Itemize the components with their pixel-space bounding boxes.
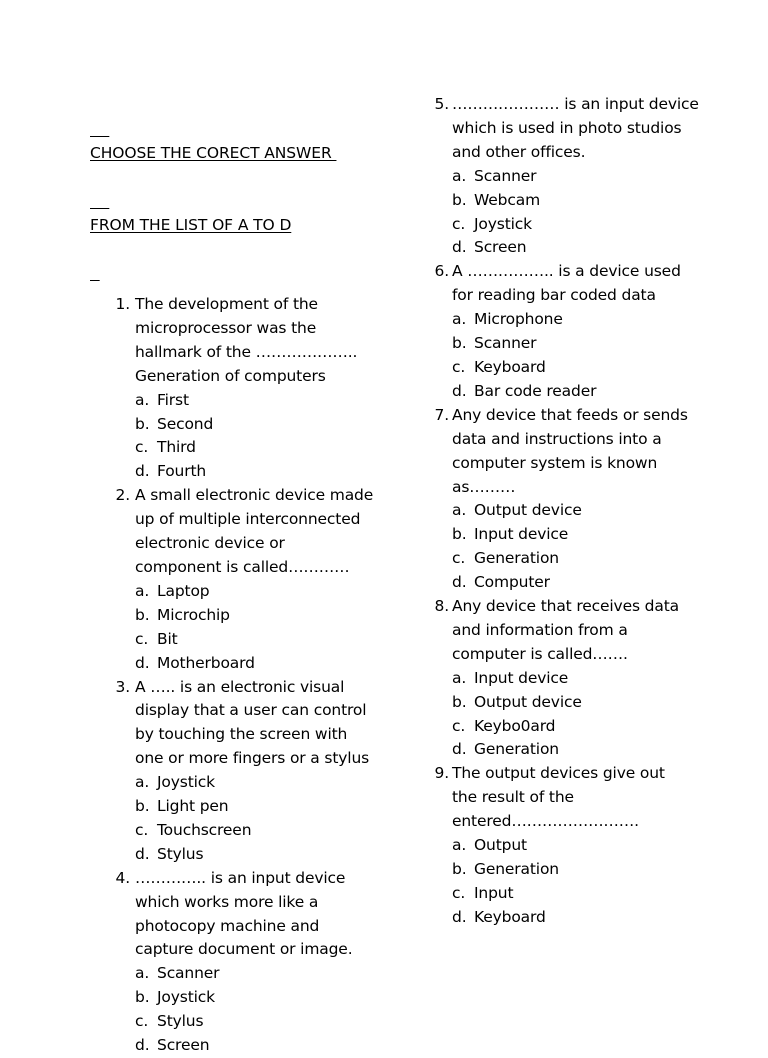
worksheet-heading	[90, 93, 390, 285]
answer-option	[135, 389, 390, 413]
option-letter: c.	[452, 214, 466, 233]
question-text-line: computer system is known	[452, 453, 658, 472]
option-letter: b.	[135, 988, 150, 1007]
option-text: Screen	[474, 238, 527, 257]
option-text: Scanner	[157, 964, 220, 983]
question-text-line: which works more like a	[135, 892, 319, 911]
question-text-line: photocopy machine and	[135, 916, 320, 935]
question-text-line: Generation of computers	[135, 366, 326, 385]
option-text: Keybo0ard	[474, 716, 556, 735]
option-text: Generation	[474, 549, 559, 568]
left-column	[90, 93, 390, 1058]
answer-option	[452, 189, 748, 213]
option-letter: c.	[135, 820, 149, 839]
option-text: Webcam	[474, 190, 541, 209]
option-text: Laptop	[157, 581, 210, 600]
option-text: Second	[157, 414, 214, 433]
option-letter: a.	[452, 310, 467, 329]
answer-option	[135, 652, 390, 676]
option-text: Scanner	[474, 334, 537, 353]
option-letter: a.	[452, 836, 467, 855]
answer-option	[452, 667, 748, 691]
option-text: Joystick	[157, 773, 215, 792]
question-item	[90, 867, 390, 1058]
option-letter: b.	[452, 334, 467, 353]
question-text-line: for reading bar coded data	[452, 286, 656, 305]
option-text: Touchscreen	[157, 820, 252, 839]
question-text-line: Any device that feeds or sends	[452, 405, 688, 424]
right-question-list	[428, 93, 748, 930]
heading-line: FROM THE LIST OF A TO D	[90, 216, 292, 234]
question-number: 2.	[115, 486, 130, 505]
question-number: 6.	[434, 262, 449, 281]
question-text-line: component is called…………	[135, 557, 350, 576]
question-item	[90, 484, 390, 675]
right-column	[428, 93, 748, 930]
answer-option	[452, 834, 748, 858]
answer-option	[135, 604, 390, 628]
answer-option	[452, 380, 748, 404]
option-text: Keyboard	[474, 357, 546, 376]
option-text: Input	[474, 883, 514, 902]
option-letter: d.	[135, 1036, 150, 1055]
question-text-line: The development of the	[135, 295, 318, 313]
question-item	[90, 293, 390, 484]
option-text: Bar code reader	[474, 381, 597, 400]
answer-option	[452, 236, 748, 260]
question-number: 7.	[434, 405, 449, 424]
answer-option	[452, 523, 748, 547]
option-letter: d.	[452, 907, 467, 926]
option-letter: a.	[135, 581, 150, 600]
question-text-line: data and instructions into a	[452, 429, 662, 448]
question-number: 9.	[434, 764, 449, 783]
answer-option	[135, 1034, 390, 1058]
answer-option	[452, 882, 748, 906]
question-text-line: which is used in photo studios	[452, 118, 682, 137]
option-text: Joystick	[157, 988, 215, 1007]
option-text: Output device	[474, 692, 582, 711]
option-letter: d.	[452, 238, 467, 257]
option-letter: b.	[135, 414, 150, 433]
question-number: 1.	[115, 295, 130, 313]
question-number: 3.	[115, 677, 130, 696]
question-text-line: computer is called…….	[452, 644, 628, 663]
question-text-line: A small electronic device made	[135, 486, 374, 505]
option-text: Fourth	[157, 462, 207, 481]
heading-line: CHOOSE THE CORECT ANSWER	[90, 144, 337, 162]
answer-option	[135, 413, 390, 437]
option-text: Bit	[157, 629, 178, 648]
question-item	[428, 404, 748, 595]
option-text: Computer	[474, 573, 550, 592]
question-item	[428, 595, 748, 762]
question-text-line: by touching the screen with	[135, 725, 348, 744]
option-text: Motherboard	[157, 653, 255, 672]
question-text-line: as………	[452, 477, 516, 496]
option-text: Output	[474, 836, 527, 855]
left-question-list	[90, 293, 390, 1058]
option-letter: b.	[452, 860, 467, 878]
option-letter: a.	[452, 166, 467, 185]
option-letter: c.	[452, 883, 466, 902]
answer-option	[452, 213, 748, 237]
question-text-line: one or more fingers or a stylus	[135, 749, 370, 768]
question-text-line: entered…………………….	[452, 812, 639, 831]
question-item	[428, 260, 748, 403]
answer-option	[135, 460, 390, 484]
option-letter: a.	[452, 668, 467, 687]
question-item	[90, 676, 390, 867]
question-text-line: the result of the	[452, 788, 574, 807]
answer-option	[452, 858, 748, 882]
answer-option	[135, 436, 390, 460]
answer-option	[135, 771, 390, 795]
option-letter: d.	[135, 844, 150, 863]
answer-option	[452, 332, 748, 356]
answer-option	[452, 715, 748, 739]
option-text: Output device	[474, 501, 582, 520]
option-letter: c.	[135, 438, 149, 457]
answer-option	[135, 795, 390, 819]
question-item	[428, 762, 748, 929]
answer-option	[135, 843, 390, 867]
question-text-line: and other offices.	[452, 142, 586, 161]
question-text-line: A …………….. is a device used	[452, 262, 681, 281]
option-letter: d.	[135, 653, 150, 672]
option-text: Third	[157, 438, 196, 457]
question-text-line: hallmark of the ………………..	[135, 342, 358, 361]
question-text-line: The output devices give out	[452, 764, 665, 783]
option-letter: d.	[135, 462, 150, 481]
answer-option	[452, 738, 748, 762]
option-letter: a.	[135, 390, 150, 409]
answer-option	[452, 499, 748, 523]
option-text: Microchip	[157, 605, 230, 624]
question-text-line: display that a user can control	[135, 701, 367, 720]
option-letter: b.	[452, 525, 467, 544]
answer-option	[135, 962, 390, 986]
option-text: Stylus	[157, 1012, 204, 1031]
option-text: Screen	[157, 1036, 210, 1055]
question-number: 8.	[434, 597, 449, 616]
question-text-line: microprocessor was the	[135, 318, 317, 337]
option-text: Joystick	[474, 214, 532, 233]
option-letter: c.	[452, 716, 466, 735]
option-letter: a.	[135, 773, 150, 792]
option-text: Microphone	[474, 310, 563, 329]
answer-option	[452, 165, 748, 189]
option-letter: b.	[452, 692, 467, 711]
answer-option	[135, 819, 390, 843]
answer-option	[135, 1010, 390, 1034]
option-text: Keyboard	[474, 907, 546, 926]
option-text: Input device	[474, 525, 569, 544]
option-letter: c.	[452, 549, 466, 568]
question-text-line: up of multiple interconnected	[135, 510, 361, 529]
option-letter: d.	[452, 573, 467, 592]
option-letter: b.	[135, 797, 150, 816]
option-text: Generation	[474, 860, 559, 878]
question-number: 5.	[434, 95, 449, 113]
question-text-line: ………………… is an input device	[452, 95, 699, 113]
question-text-line: A ….. is an electronic visual	[135, 677, 345, 696]
option-text: First	[157, 390, 189, 409]
question-text-line: electronic device or	[135, 534, 285, 553]
answer-option	[135, 628, 390, 652]
option-letter: c.	[452, 357, 466, 376]
option-letter: a.	[135, 964, 150, 983]
option-letter: b.	[135, 605, 150, 624]
option-letter: b.	[452, 190, 467, 209]
question-text-line: Any device that receives data	[452, 597, 679, 616]
question-text-line: capture document or image.	[135, 940, 353, 959]
question-text-line: ………….. is an input device	[135, 868, 346, 887]
option-letter: a.	[452, 501, 467, 520]
answer-option	[452, 547, 748, 571]
option-letter: d.	[452, 381, 467, 400]
answer-option	[452, 571, 748, 595]
option-text: Input device	[474, 668, 569, 687]
question-text-line: and information from a	[452, 620, 628, 639]
option-text: Light pen	[157, 797, 229, 816]
answer-option	[452, 906, 748, 930]
option-letter: c.	[135, 629, 149, 648]
option-text: Stylus	[157, 844, 204, 863]
answer-option	[452, 691, 748, 715]
answer-option	[135, 986, 390, 1010]
question-number: 4.	[115, 868, 130, 887]
option-text: Generation	[474, 740, 559, 759]
answer-option	[452, 308, 748, 332]
question-item	[428, 93, 748, 260]
answer-option	[452, 356, 748, 380]
option-letter: d.	[452, 740, 467, 759]
answer-option	[135, 580, 390, 604]
option-text: Scanner	[474, 166, 537, 185]
option-letter: c.	[135, 1012, 149, 1031]
